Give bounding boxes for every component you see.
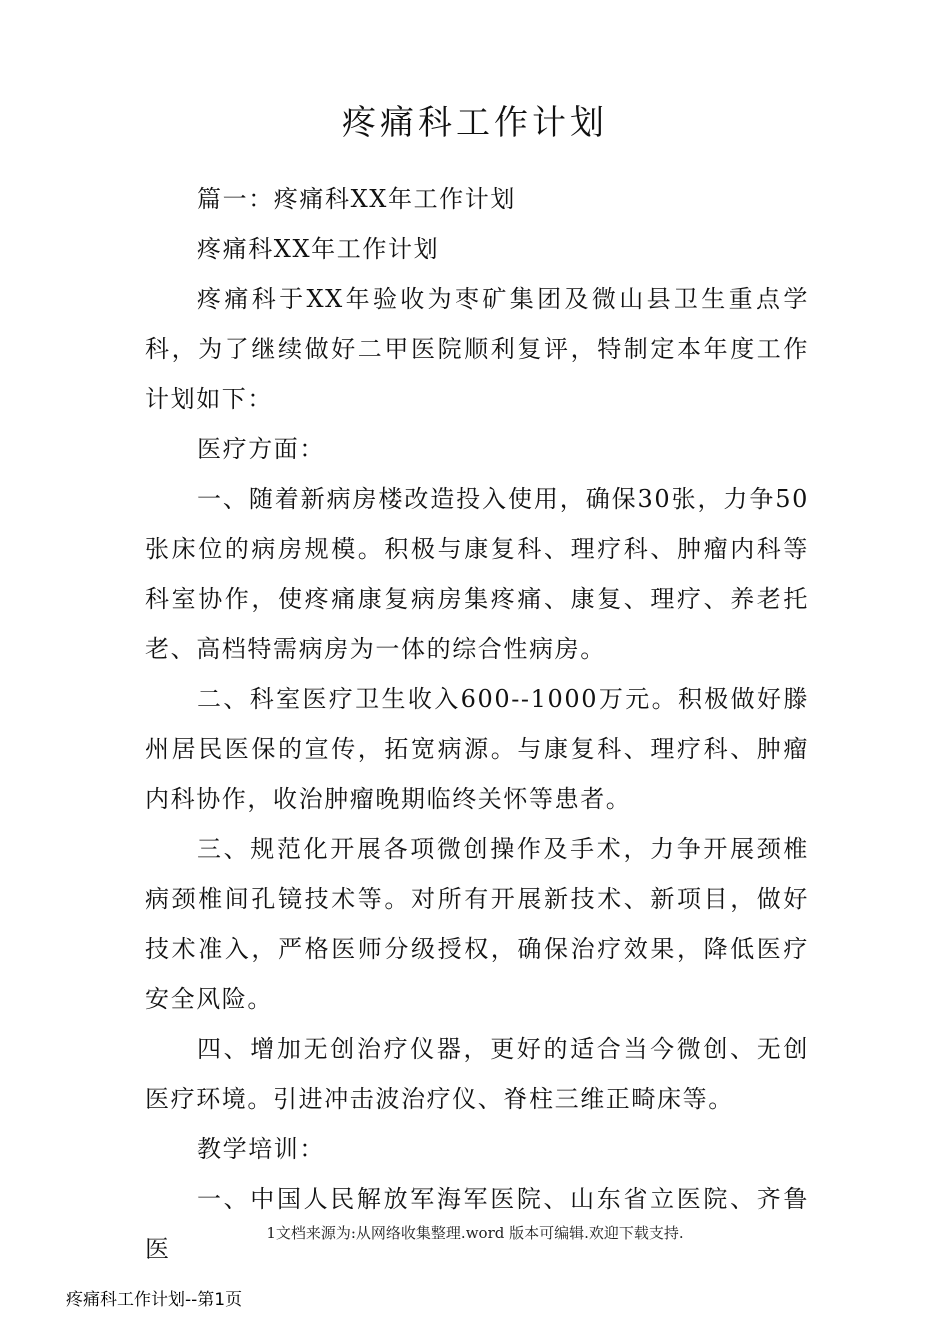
section-heading-medical: 医疗方面：	[197, 435, 325, 463]
paragraph-heading-2: 疼痛科XX年工作计划	[197, 235, 440, 263]
paragraph-medical-4: 四、增加无创治疗仪器，更好的适合当今微创、无创医疗环境。引进冲击波治疗仪、脊柱三维正畸床等。	[145, 1035, 809, 1113]
paragraph-medical-1: 一、随着新病房楼改造投入使用，确保30张，力争50张床位的病房规模。积极与康复科、理疗科、肿瘤内科等科室协作，使疼痛康复病房集疼痛、康复、理疗、养老托老、高档特需病房为一体的综合性病房。	[145, 485, 809, 663]
paragraph-medical-3: 三、规范化开展各项微创操作及手术，力争开展颈椎病颈椎间孔镜技术等。对所有开展新技术、新项目，做好技术准入，严格医师分级授权，确保治疗效果，降低医疗安全风险。	[145, 835, 809, 1013]
section-heading-teaching: 教学培训：	[197, 1135, 325, 1163]
paragraph-intro: 疼痛科于XX年验收为枣矿集团及微山县卫生重点学科，为了继续做好二甲医院顺利复评，特制定本年度工作计划如下：	[145, 285, 809, 413]
paragraph-medical-2: 二、科室医疗卫生收入600--1000万元。积极做好滕州居民医保的宣传，拓宽病源。与康复科、理疗科、肿瘤内科协作，收治肿瘤晚期临终关怀等患者。	[145, 685, 809, 813]
paragraph-heading-1: 篇一：疼痛科XX年工作计划	[197, 185, 516, 213]
document-title: 疼痛科工作计划	[342, 103, 608, 143]
paragraph-teaching-1: 一、中国人民解放军海军医院、山东省立医院、齐鲁医	[145, 1185, 809, 1263]
document-body	[145, 174, 809, 1274]
source-note: 1文档来源为:从网络收集整理.word 版本可编辑.欢迎下载支持.	[266, 1224, 684, 1242]
page-footer: 疼痛科工作计划--第1页	[66, 1290, 243, 1310]
